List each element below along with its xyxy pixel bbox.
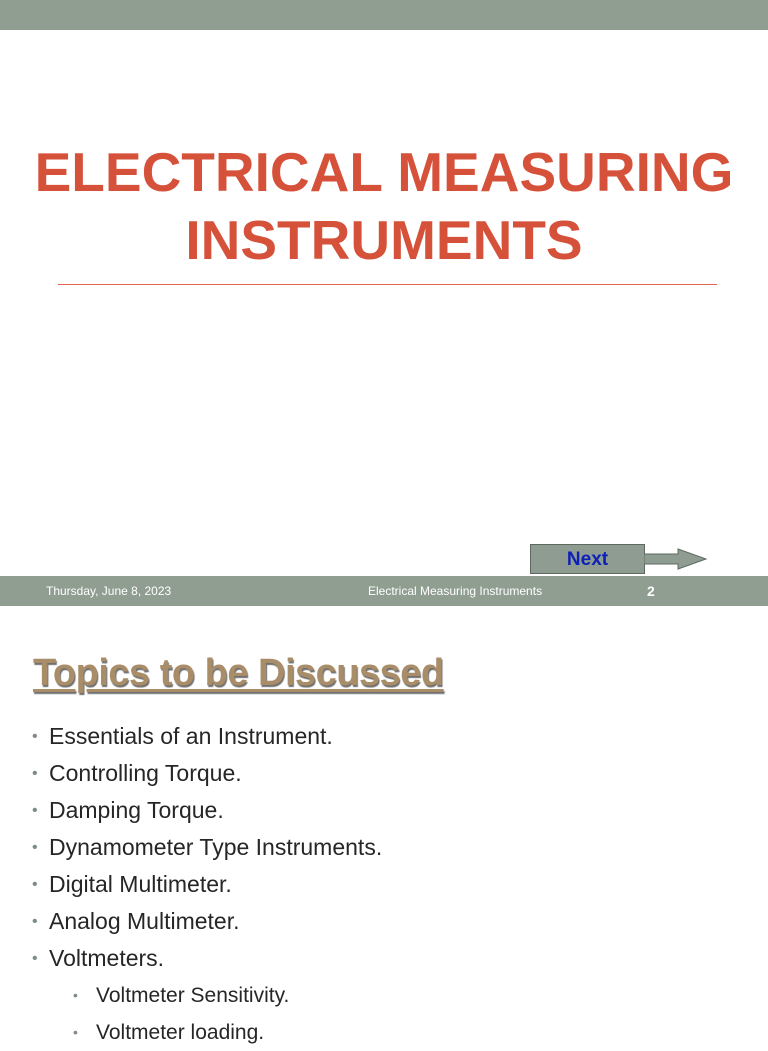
bullet-icon: • [73, 1024, 78, 1040]
list-item [0, 829, 768, 866]
sub-list-item [0, 1014, 768, 1051]
list-item [0, 792, 768, 829]
slide-title-line-1: ELECTRICAL MEASURING [34, 141, 734, 203]
bullet-icon: • [32, 913, 38, 930]
list-item [0, 866, 768, 903]
footer-date: Thursday, June 8, 2023 [46, 584, 172, 598]
list-item [0, 718, 768, 755]
bullet-icon: • [32, 802, 38, 819]
slide-title-line-2: INSTRUMENTS [185, 209, 583, 271]
footer-bar [0, 576, 768, 606]
title-divider [58, 284, 717, 285]
sub-list-item [0, 977, 768, 1014]
page-number: 2 [647, 583, 655, 599]
topic-text: Essentials of an Instrument. [49, 723, 333, 749]
topics-list [0, 718, 768, 1051]
footer-title: Electrical Measuring Instruments [368, 584, 543, 598]
subtopic-text: Voltmeter loading. [96, 1021, 265, 1044]
topic-text: Damping Torque. [49, 797, 224, 823]
topics-heading: Topics to be Discussed [33, 652, 444, 694]
bullet-icon: • [32, 950, 38, 967]
bullet-icon: • [32, 876, 38, 893]
bullet-icon: • [32, 839, 38, 856]
topic-text: Dynamometer Type Instruments. [49, 834, 383, 860]
topic-text: Controlling Torque. [49, 760, 242, 786]
slide-title [0, 138, 768, 274]
next-button[interactable]: Next [530, 544, 645, 574]
bullet-icon: • [32, 765, 38, 782]
topic-text: Analog Multimeter. [49, 908, 240, 934]
top-bar [0, 0, 768, 30]
list-item [0, 903, 768, 940]
list-item [0, 940, 768, 977]
topic-text: Voltmeters. [49, 945, 165, 971]
list-item [0, 755, 768, 792]
subtopic-text: Voltmeter Sensitivity. [96, 984, 290, 1007]
topic-text: Digital Multimeter. [49, 871, 232, 897]
bullet-icon: • [32, 728, 38, 745]
bullet-icon: • [73, 987, 78, 1003]
arrow-right-icon[interactable] [644, 548, 708, 570]
